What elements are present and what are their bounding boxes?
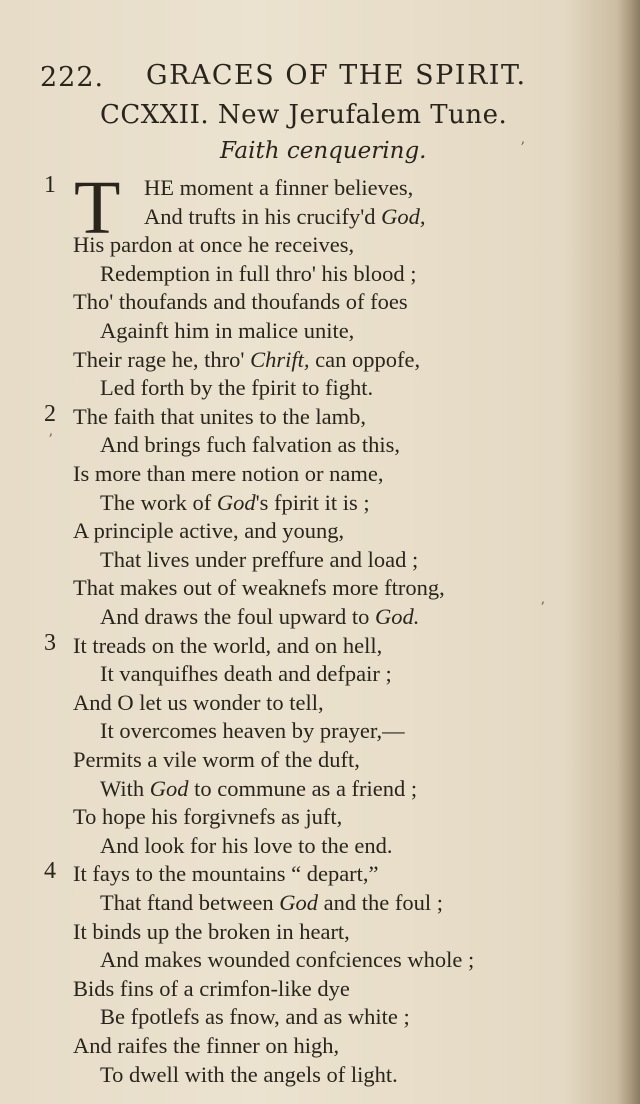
verse-line (73, 517, 344, 545)
verse-text: His pardon at once he receives, (73, 232, 355, 258)
verse-line (144, 174, 413, 202)
verse-line (100, 317, 354, 345)
verse-italic-text: God (149, 775, 189, 801)
verse-text: can oppofe, (309, 346, 421, 372)
page-number: 222. (40, 62, 105, 93)
verse-text: Be fpotlefs as fnow, and as white ; (100, 1004, 410, 1030)
verse-line (100, 431, 400, 459)
verse-italic-text: God, (381, 203, 426, 229)
verse-text: Permits a vile worm of the duft, (73, 747, 360, 772)
verse-text: Their rage he, thro' (73, 346, 251, 372)
verse-line (73, 746, 360, 774)
running-title: GRACES OF THE SPIRIT. (146, 60, 527, 91)
verse-text: With (100, 775, 150, 801)
page-blemish: ʼ (540, 600, 545, 616)
verse-line (73, 403, 366, 431)
verse-italic-text: God (279, 890, 319, 915)
verse-line (73, 632, 382, 660)
verse-text: It fays to the mountains “ depart,” (73, 861, 379, 887)
verse-text: Bids fins of a crimfon-like dye (73, 975, 350, 1001)
verse-line (100, 546, 418, 574)
verse-line (100, 832, 392, 860)
verse-text: And raifes the finner on high, (73, 1033, 340, 1058)
verse-text: That ftand between (100, 890, 280, 915)
verse-text: And trufts in his crucify'd (144, 203, 382, 229)
verse-line (100, 775, 417, 803)
verse-text: And draws the foul upward to (100, 604, 375, 629)
stanza-number: 1 (44, 172, 56, 198)
verse-italic-text: God (216, 489, 256, 515)
verse-text: The work of (100, 489, 217, 515)
verse-text: to commune as a friend ; (188, 775, 418, 801)
verse-text: And brings fuch falvation as this, (100, 432, 400, 458)
verse-text: Againft him in malice unite, (100, 318, 355, 343)
verse-line (144, 203, 426, 231)
stanza-number: 3 (44, 629, 56, 656)
verse-text: and the foul ; (318, 890, 444, 915)
verse-text: Redemption in full thro' his blood ; (100, 260, 417, 286)
verse-line (100, 374, 373, 402)
verse-line (73, 689, 324, 717)
drop-cap: T (74, 166, 121, 250)
verse-line (73, 288, 408, 316)
verse-italic-text: Chrift, (250, 346, 310, 372)
page-gutter-shadow (618, 0, 640, 1104)
verse-line (100, 946, 474, 974)
stanza-number: 4 (44, 858, 56, 885)
verse-line (73, 860, 379, 888)
verse-line (73, 460, 384, 488)
verse-text: Tho' thoufands and thoufands of foes (73, 289, 408, 315)
stanza-number: 2 (44, 400, 56, 427)
verse-line (100, 1061, 398, 1089)
verse-line (73, 231, 354, 259)
page-blemish: ʼ (48, 432, 53, 448)
verse-line (73, 975, 350, 1003)
verse-text: HE moment a finner believes, (144, 175, 414, 200)
verse-text: And makes wounded confciences whole ; (100, 947, 475, 973)
verse-line (100, 260, 417, 288)
verse-text: It treads on the world, and on hell, (73, 632, 383, 658)
verse-line (100, 660, 392, 688)
verse-line (100, 1003, 410, 1031)
verse-line (73, 918, 350, 946)
verse-line (73, 1032, 339, 1060)
verse-text: 's fpirit it is ; (255, 489, 370, 515)
verse-text: That lives under preffure and load ; (100, 546, 419, 572)
verse-text: That makes out of weaknefs more ftrong, (73, 575, 445, 601)
verse-line (73, 803, 342, 831)
verse-text: Led forth by the fpirit to fight. (100, 375, 374, 401)
verse-text: The faith that unites to the lamb, (73, 403, 367, 429)
verse-text: It vanquifhes death and defpair ; (100, 661, 392, 687)
verse-text: Is more than mere notion or name, (73, 461, 384, 486)
verse-line (73, 574, 445, 602)
verse-text: A principle active, and young, (73, 518, 345, 544)
verse-text: To dwell with the angels of light. (100, 1061, 398, 1087)
verse-text: And look for his love to the end. (100, 832, 393, 858)
verse-line (100, 717, 405, 745)
verse-line (100, 489, 370, 517)
hymn-title: CCXXII. New Jerufalem Tune. (100, 100, 508, 130)
verse-text: And O let us wonder to tell, (73, 689, 324, 715)
page-header (0, 60, 640, 100)
verse-text: It binds up the broken in heart, (73, 918, 350, 944)
verse-line (73, 346, 420, 374)
verse-text: To hope his forgivnefs as juft, (73, 804, 343, 830)
page-blemish: ʼ (520, 140, 525, 156)
verse-text: It overcomes heaven by prayer,— (100, 718, 405, 744)
verse-line (100, 603, 419, 631)
verse-italic-text: God. (374, 604, 420, 629)
hymn-subtitle: Faith cenquering. (220, 138, 427, 164)
verse-line (100, 889, 443, 917)
